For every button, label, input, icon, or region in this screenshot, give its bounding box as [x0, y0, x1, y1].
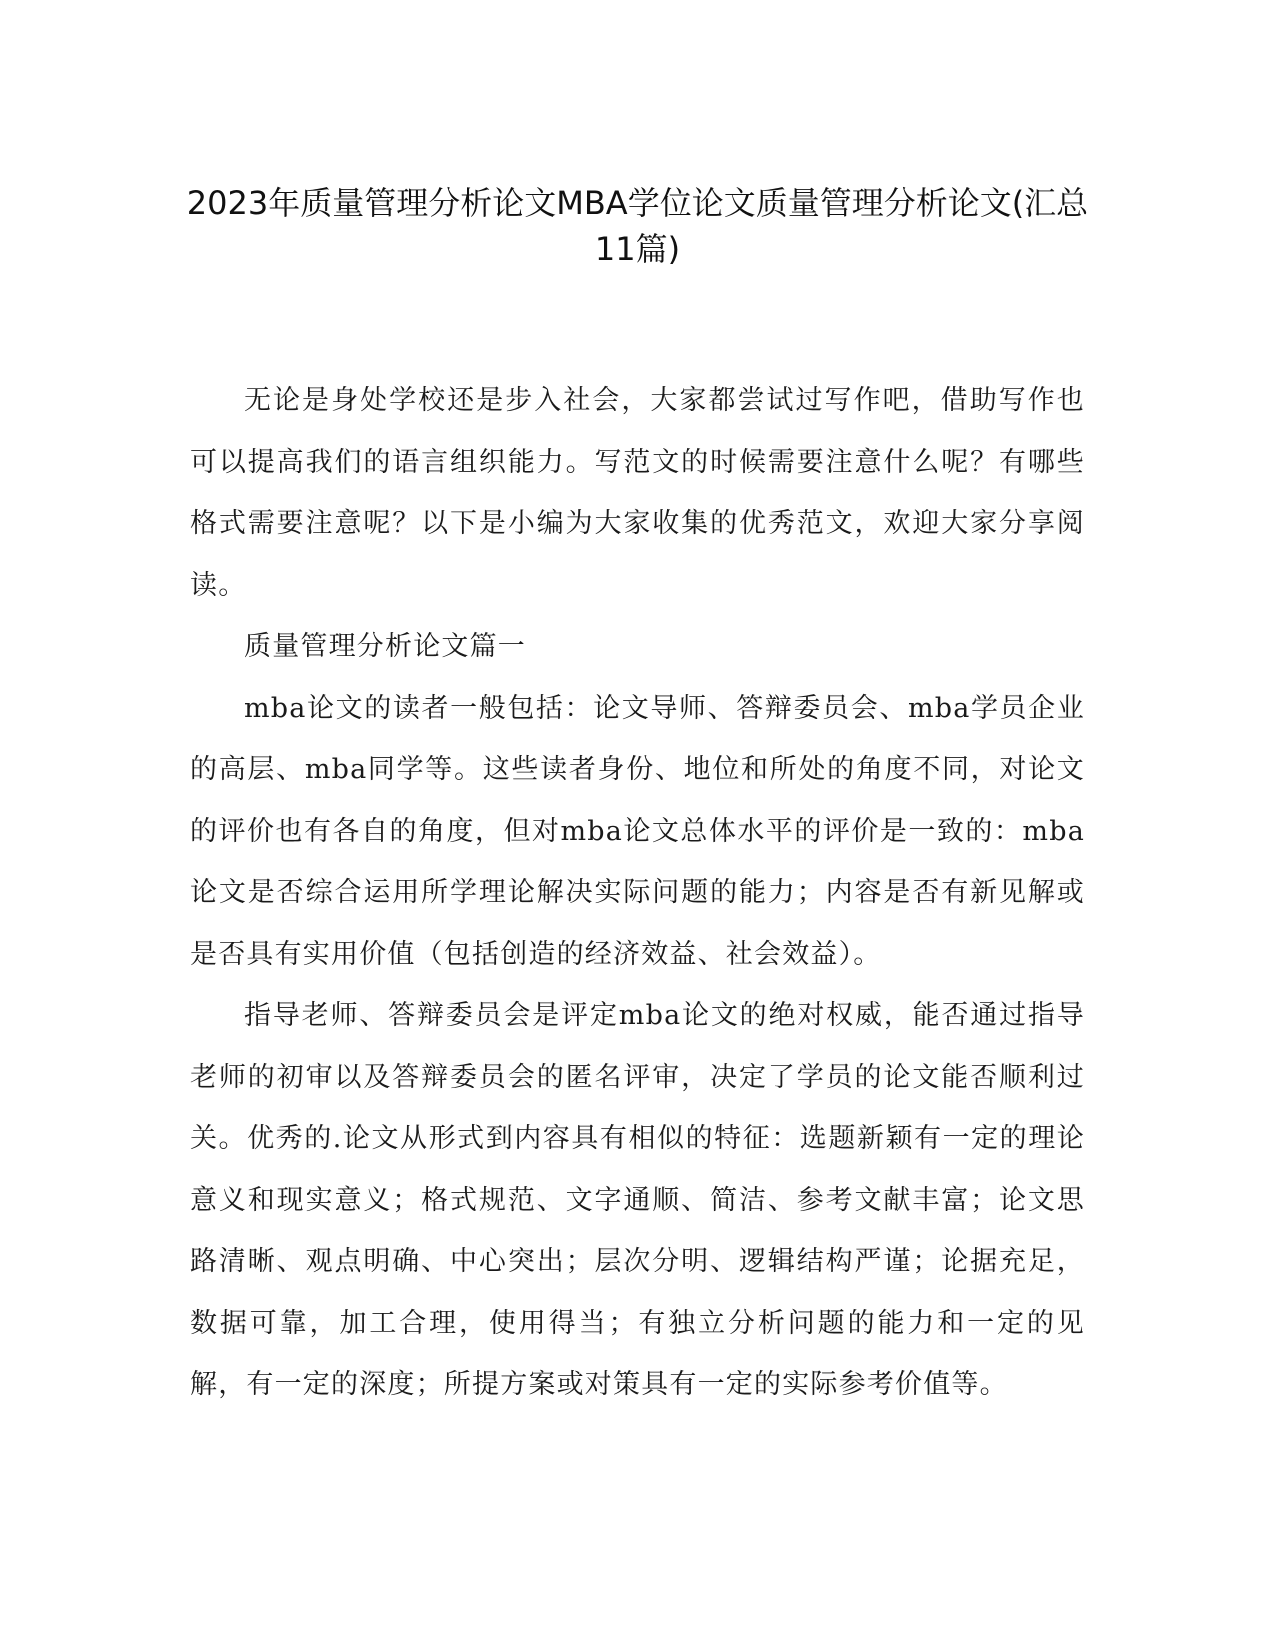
body-paragraph: mba论文的读者一般包括：论文导师、答辩委员会、mba学员企业的高层、mba同学等。这些读者身份、地位和所处的角度不同，对论文的评价也有各自的角度，但对mba论文总体水平的评价是一致的：mba论文是否综合运用所学理论解决实际问题的能力；内容是否有新见解或是否具有实用价值（包括创造的经济效益、社会效益）。: [190, 692, 1085, 970]
document-body: [190, 370, 1085, 1416]
section-heading: 质量管理分析论文篇一: [244, 631, 526, 662]
body-paragraph: 指导老师、答辩委员会是评定mba论文的绝对权威，能否通过指导老师的初审以及答辩委员会的匿名评审，决定了学员的论文能否顺利过关。优秀的.论文从形式到内容具有相似的特征：选题新颖有一定的理论意义和现实意义；格式规范、文字通顺、简洁、参考文献丰富；论文思路清晰、观点明确、中心突出；层次分明、逻辑结构严谨；论据充足，数据可靠，加工合理，使用得当；有独立分析问题的能力和一定的见解，有一定的深度；所提方案或对策具有一定的实际参考价值等。: [190, 1000, 1085, 1400]
intro-paragraph: 无论是身处学校还是步入社会，大家都尝试过写作吧，借助写作也可以提高我们的语言组织能力。写范文的时候需要注意什么呢？有哪些格式需要注意呢？以下是小编为大家收集的优秀范文，欢迎大家分享阅读。: [190, 385, 1085, 601]
document-title: 2023年质量管理分析论文MBA学位论文质量管理分析论文(汇总11篇): [186, 184, 1089, 268]
